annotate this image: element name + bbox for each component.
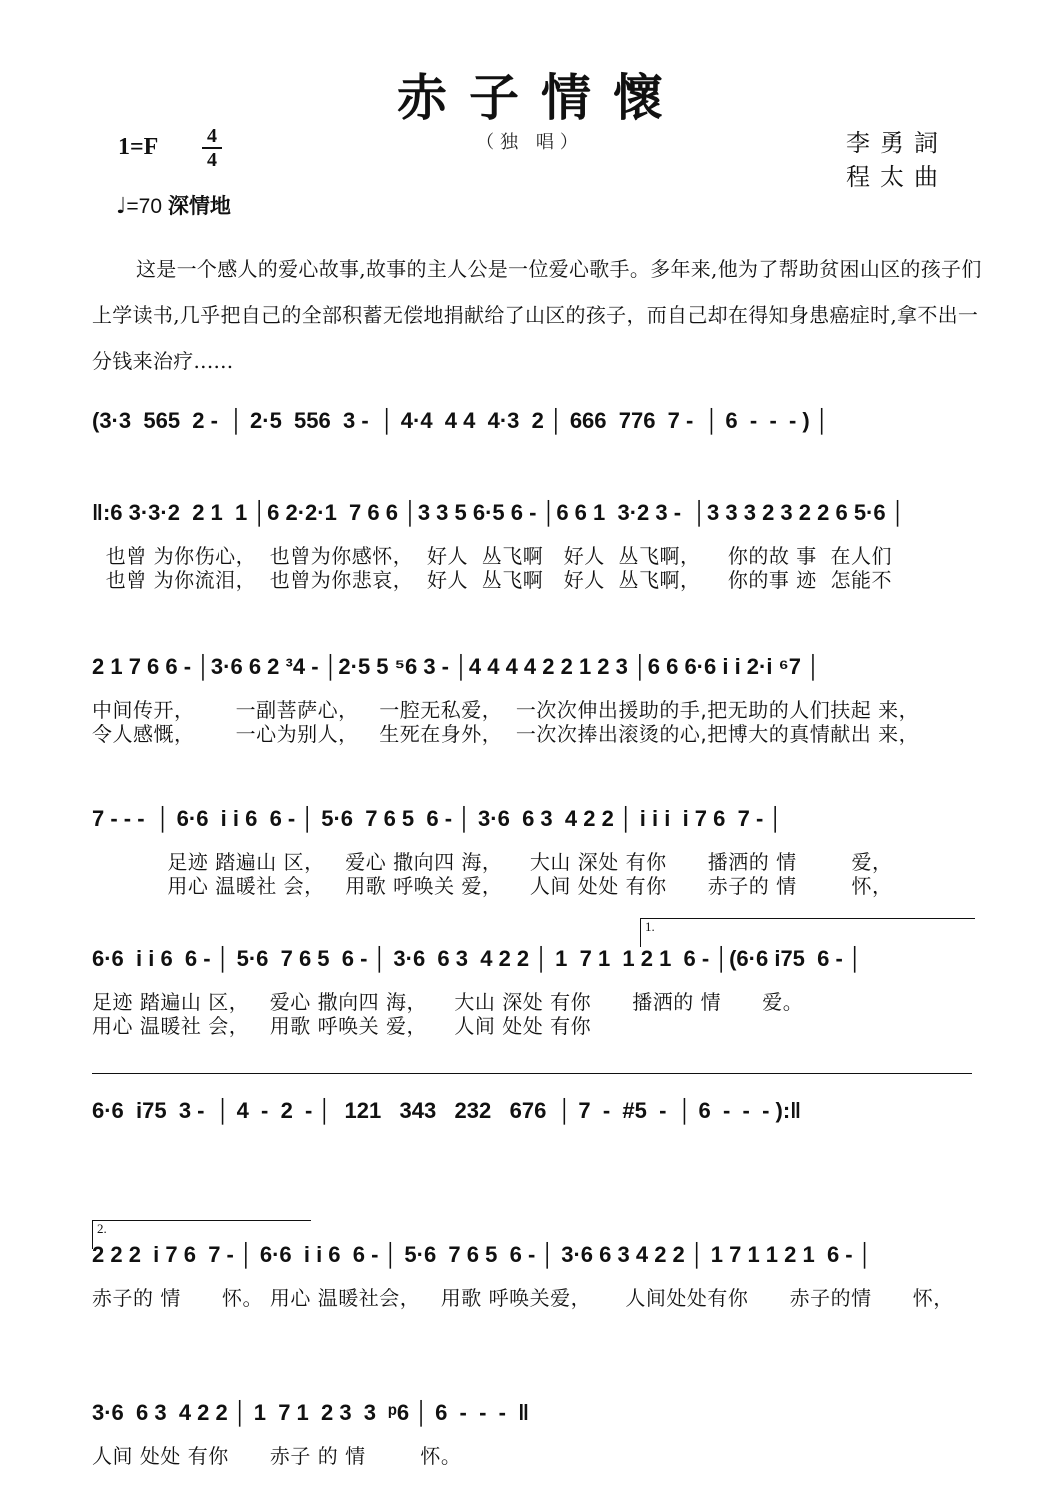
time-signature-top: 4 xyxy=(207,125,217,147)
expression-mark: 深情地 xyxy=(167,194,231,218)
lyrics: 人间 处处 有你 赤子 的 情 怀。 xyxy=(92,1444,462,1468)
tempo-value: =70 xyxy=(126,195,163,218)
lyrics-verse-2: 也曾 为你流泪， 也曾为你悲哀， 好人 丛飞啊 好人 丛飞啊， 你的事 迹 怎能不 xyxy=(92,568,893,592)
performance-type: （独 唱） xyxy=(476,132,584,153)
notation: 3·6 6 3 4 2 2 │ 1 7 1 2 3 3 ᵖ6 │ 6 - - - ‖ xyxy=(92,1400,530,1425)
score-line-2 xyxy=(92,500,980,592)
song-title: 赤子情懷 xyxy=(397,68,685,127)
lyrics-verse-1: 足迹 踏遍山 区， 爱心 撒向四 海， 大山 深处 有你 播洒的 情 爱， xyxy=(92,850,893,874)
time-signature xyxy=(202,126,222,170)
lyricist: 李勇詞 xyxy=(846,129,948,157)
score-line-5 xyxy=(92,919,980,1038)
notation: 2 1 7 6 6 - │3·6 6 2 ³4 - │2·5 5 ⁵6 3 - │4 4 4 4 2 2 1 2 3 │6 6 6·6 i i 2·i ⁶7 │ xyxy=(92,654,821,679)
notation: 6·6 i i 6 6 - │ 5·6 7 6 5 6 - │ 3·6 6 3 4 2 2 │ 1 7 1 1 2 1 6 - │(6·6 i75 6 - │ xyxy=(92,946,863,971)
lyrics: 赤子的 情 怀。 用心 温暖社会， 用歌 呼唤关爱， 人间处处有你 赤子的情 怀， xyxy=(92,1286,954,1310)
second-ending-bracket: 2. xyxy=(92,1220,311,1249)
quarter-note-icon: ♩ xyxy=(116,194,127,219)
credits xyxy=(846,126,948,194)
notation: 6·6 i75 3 - │ 4 - 2 - │ 121 343 232 676 │ 7 - #5 - │ 6 - - - ):‖ xyxy=(92,1098,802,1123)
notation: 2 2 2 i 7 6 7 - │ 6·6 i i 6 6 - │ 5·6 7 6 5 6 - │ 3·6 6 3 4 2 2 │ 1 7 1 1 2 1 6 - │ xyxy=(92,1242,873,1267)
lyrics-verse-1: 也曾 为你伤心， 也曾为你感怀， 好人 丛飞啊 好人 丛飞啊， 你的故 事 在人们 xyxy=(92,544,893,568)
score-line-6 xyxy=(92,1098,980,1138)
lyrics-verse-2: 用心 温暖社 会， 用歌 呼唤关 爱， 人间 处处 有你 赤子的 情 怀， xyxy=(92,874,893,898)
first-ending-bracket: 1. xyxy=(640,918,975,947)
key-signature: 1=F xyxy=(118,134,159,160)
score-line-8 xyxy=(92,1400,980,1468)
composer: 程太曲 xyxy=(846,163,948,191)
tempo-marking xyxy=(116,190,231,220)
intro-paragraph: 这是一个感人的爱心故事,故事的主人公是一位爱心歌手。多年来,他为了帮助贫困山区的孩子们上学读书,几乎把自己的全部积蓄无偿地捐献给了山区的孩子，而自己却在得知身患癌症时,拿不出一分钱来治疗...... xyxy=(92,257,982,373)
first-ending-continuation xyxy=(92,1073,972,1074)
notation: ‖:6 3·3·2 2 1 1 │6 2·2·1 7 6 6 │3 3 5 6·5 6 - │6 6 1 3·2 3 - │3 3 3 2 3 2 2 6 5·6 │ xyxy=(92,500,906,525)
score-line-4 xyxy=(92,806,980,898)
lyrics-verse-1: 中间传开， 一副菩萨心， 一腔无私爱， 一次次伸出援助的手,把无助的人们扶起 来， xyxy=(92,698,920,722)
notation: (3·3 565 2 - │ 2·5 556 3 - │ 4·4 4 4 4·3 2 │ 666 776 7 - │ 6 - - - ) │ xyxy=(92,408,830,433)
time-signature-bottom: 4 xyxy=(207,149,217,171)
lyrics-verse-1: 足迹 踏遍山 区， 爱心 撒向四 海， 大山 深处 有你 播洒的 情 爱。 xyxy=(92,990,804,1014)
lyrics-verse-2: 令人感慨， 一心为别人， 生死在身外， 一次次捧出滚烫的心,把博大的真情献出 来， xyxy=(92,722,920,746)
score-line-7 xyxy=(92,1221,980,1310)
score-line-3 xyxy=(92,654,980,746)
notation: 7 - - - │ 6·6 i i 6 6 - │ 5·6 7 6 5 6 - │ 3·6 6 3 4 2 2 │ i i i i 7 6 7 - │ xyxy=(92,806,784,831)
lyrics-verse-2: 用心 温暖社 会， 用歌 呼唤关 爱， 人间 处处 有你 xyxy=(92,1014,592,1038)
score-line-1 xyxy=(92,408,980,448)
